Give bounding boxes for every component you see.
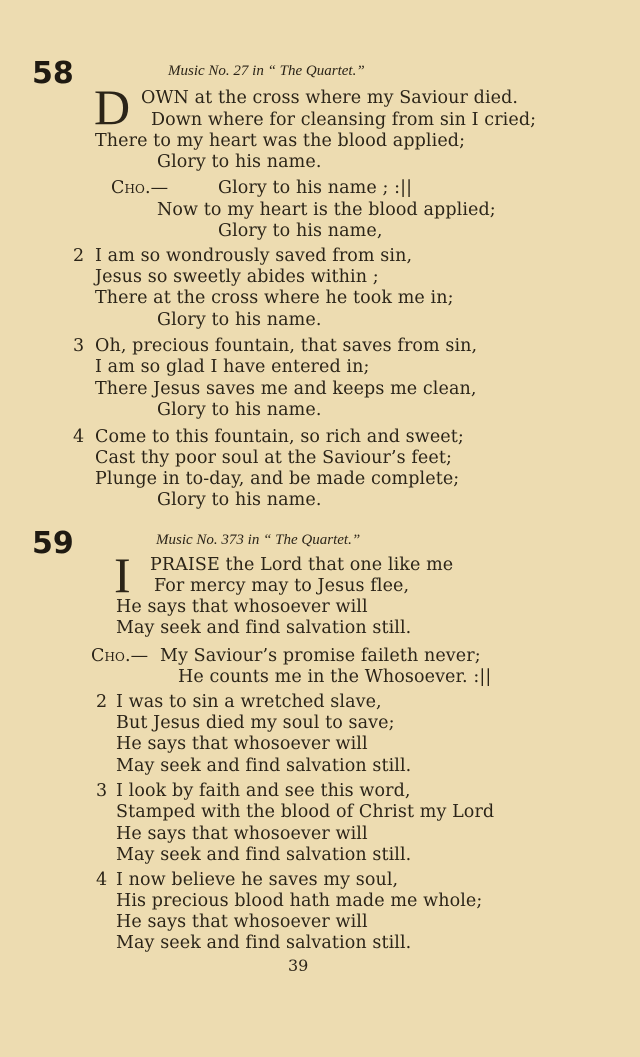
verse-number: 4 (73, 427, 85, 447)
lyric-line: Glory to his name. (157, 310, 322, 330)
lyric-line: May seek and find salvation still. (116, 756, 412, 776)
lyric-line: Cast thy poor soul at the Saviour’s feet; (95, 448, 452, 468)
verse-number: 2 (73, 246, 85, 266)
lyric-line: Glory to his name. (157, 490, 322, 510)
lyric-line: He says that whosoever will (116, 824, 368, 844)
verse-number: 2 (96, 692, 108, 712)
lyric-line: For mercy may to Jesus flee, (154, 576, 410, 596)
chorus-line: My Saviour’s promise faileth never; (160, 646, 481, 666)
lyric-line: May seek and find salvation still. (116, 933, 412, 953)
chorus-line: Glory to his name ; :|| (218, 178, 413, 198)
lyric-line: OWN at the cross where my Saviour died. (141, 88, 519, 108)
lyric-line: PRAISE the Lord that one like me (150, 555, 454, 575)
verse-number: 4 (96, 870, 108, 890)
chorus-label: Cho.— (111, 178, 169, 198)
lyric-line: I look by faith and see this word, (116, 781, 411, 801)
page-number: 39 (288, 956, 309, 975)
lyric-line: Come to this fountain, so rich and sweet; (95, 427, 464, 447)
lyric-line: But Jesus died my soul to save; (116, 713, 395, 733)
lyric-line: Glory to his name. (157, 400, 322, 420)
lyric-line: There Jesus saves me and keeps me clean, (95, 379, 477, 399)
lyric-line: I am so wondrously saved from sin, (95, 246, 413, 266)
chorus-line: He counts me in the Whosoever. :|| (178, 667, 492, 687)
lyric-line: Glory to his name. (157, 152, 322, 172)
chorus-line: Glory to his name, (218, 221, 383, 241)
lyric-line: He says that whosoever will (116, 912, 368, 932)
lyric-line: He says that whosoever will (116, 597, 368, 617)
chorus-label: Cho.— (91, 646, 149, 666)
lyric-line: Stamped with the blood of Christ my Lord (116, 802, 495, 822)
drop-cap: I (114, 547, 131, 603)
lyric-line: There to my heart was the blood applied; (95, 131, 466, 151)
lyric-line: Oh, precious fountain, that saves from sin, (95, 336, 478, 356)
lyric-line: His precious blood hath made me whole; (116, 891, 483, 911)
chorus-line: Now to my heart is the blood applied; (157, 200, 496, 220)
lyric-line: May seek and find salvation still. (116, 618, 412, 638)
lyric-line: He says that whosoever will (116, 734, 368, 754)
verse-number: 3 (73, 336, 85, 356)
music-reference: Music No. 373 in “ The Quartet.” (156, 532, 361, 548)
lyric-line: Down where for cleansing from sin I cried; (151, 110, 537, 130)
drop-cap: D (94, 79, 131, 135)
lyric-line: I now believe he saves my soul, (116, 870, 399, 890)
lyric-line: I was to sin a wretched slave, (116, 692, 382, 712)
verse-number: 3 (96, 781, 108, 801)
hymn-number: 59 (32, 526, 74, 561)
lyric-line: May seek and find salvation still. (116, 845, 412, 865)
lyric-line: Jesus so sweetly abides within ; (95, 267, 379, 287)
hymn-number: 58 (32, 56, 74, 91)
lyric-line: There at the cross where he took me in; (95, 288, 454, 308)
lyric-line: I am so glad I have entered in; (95, 357, 370, 377)
music-reference: Music No. 27 in “ The Quartet.” (168, 63, 365, 79)
lyric-line: Plunge in to-day, and be made complete; (95, 469, 460, 489)
